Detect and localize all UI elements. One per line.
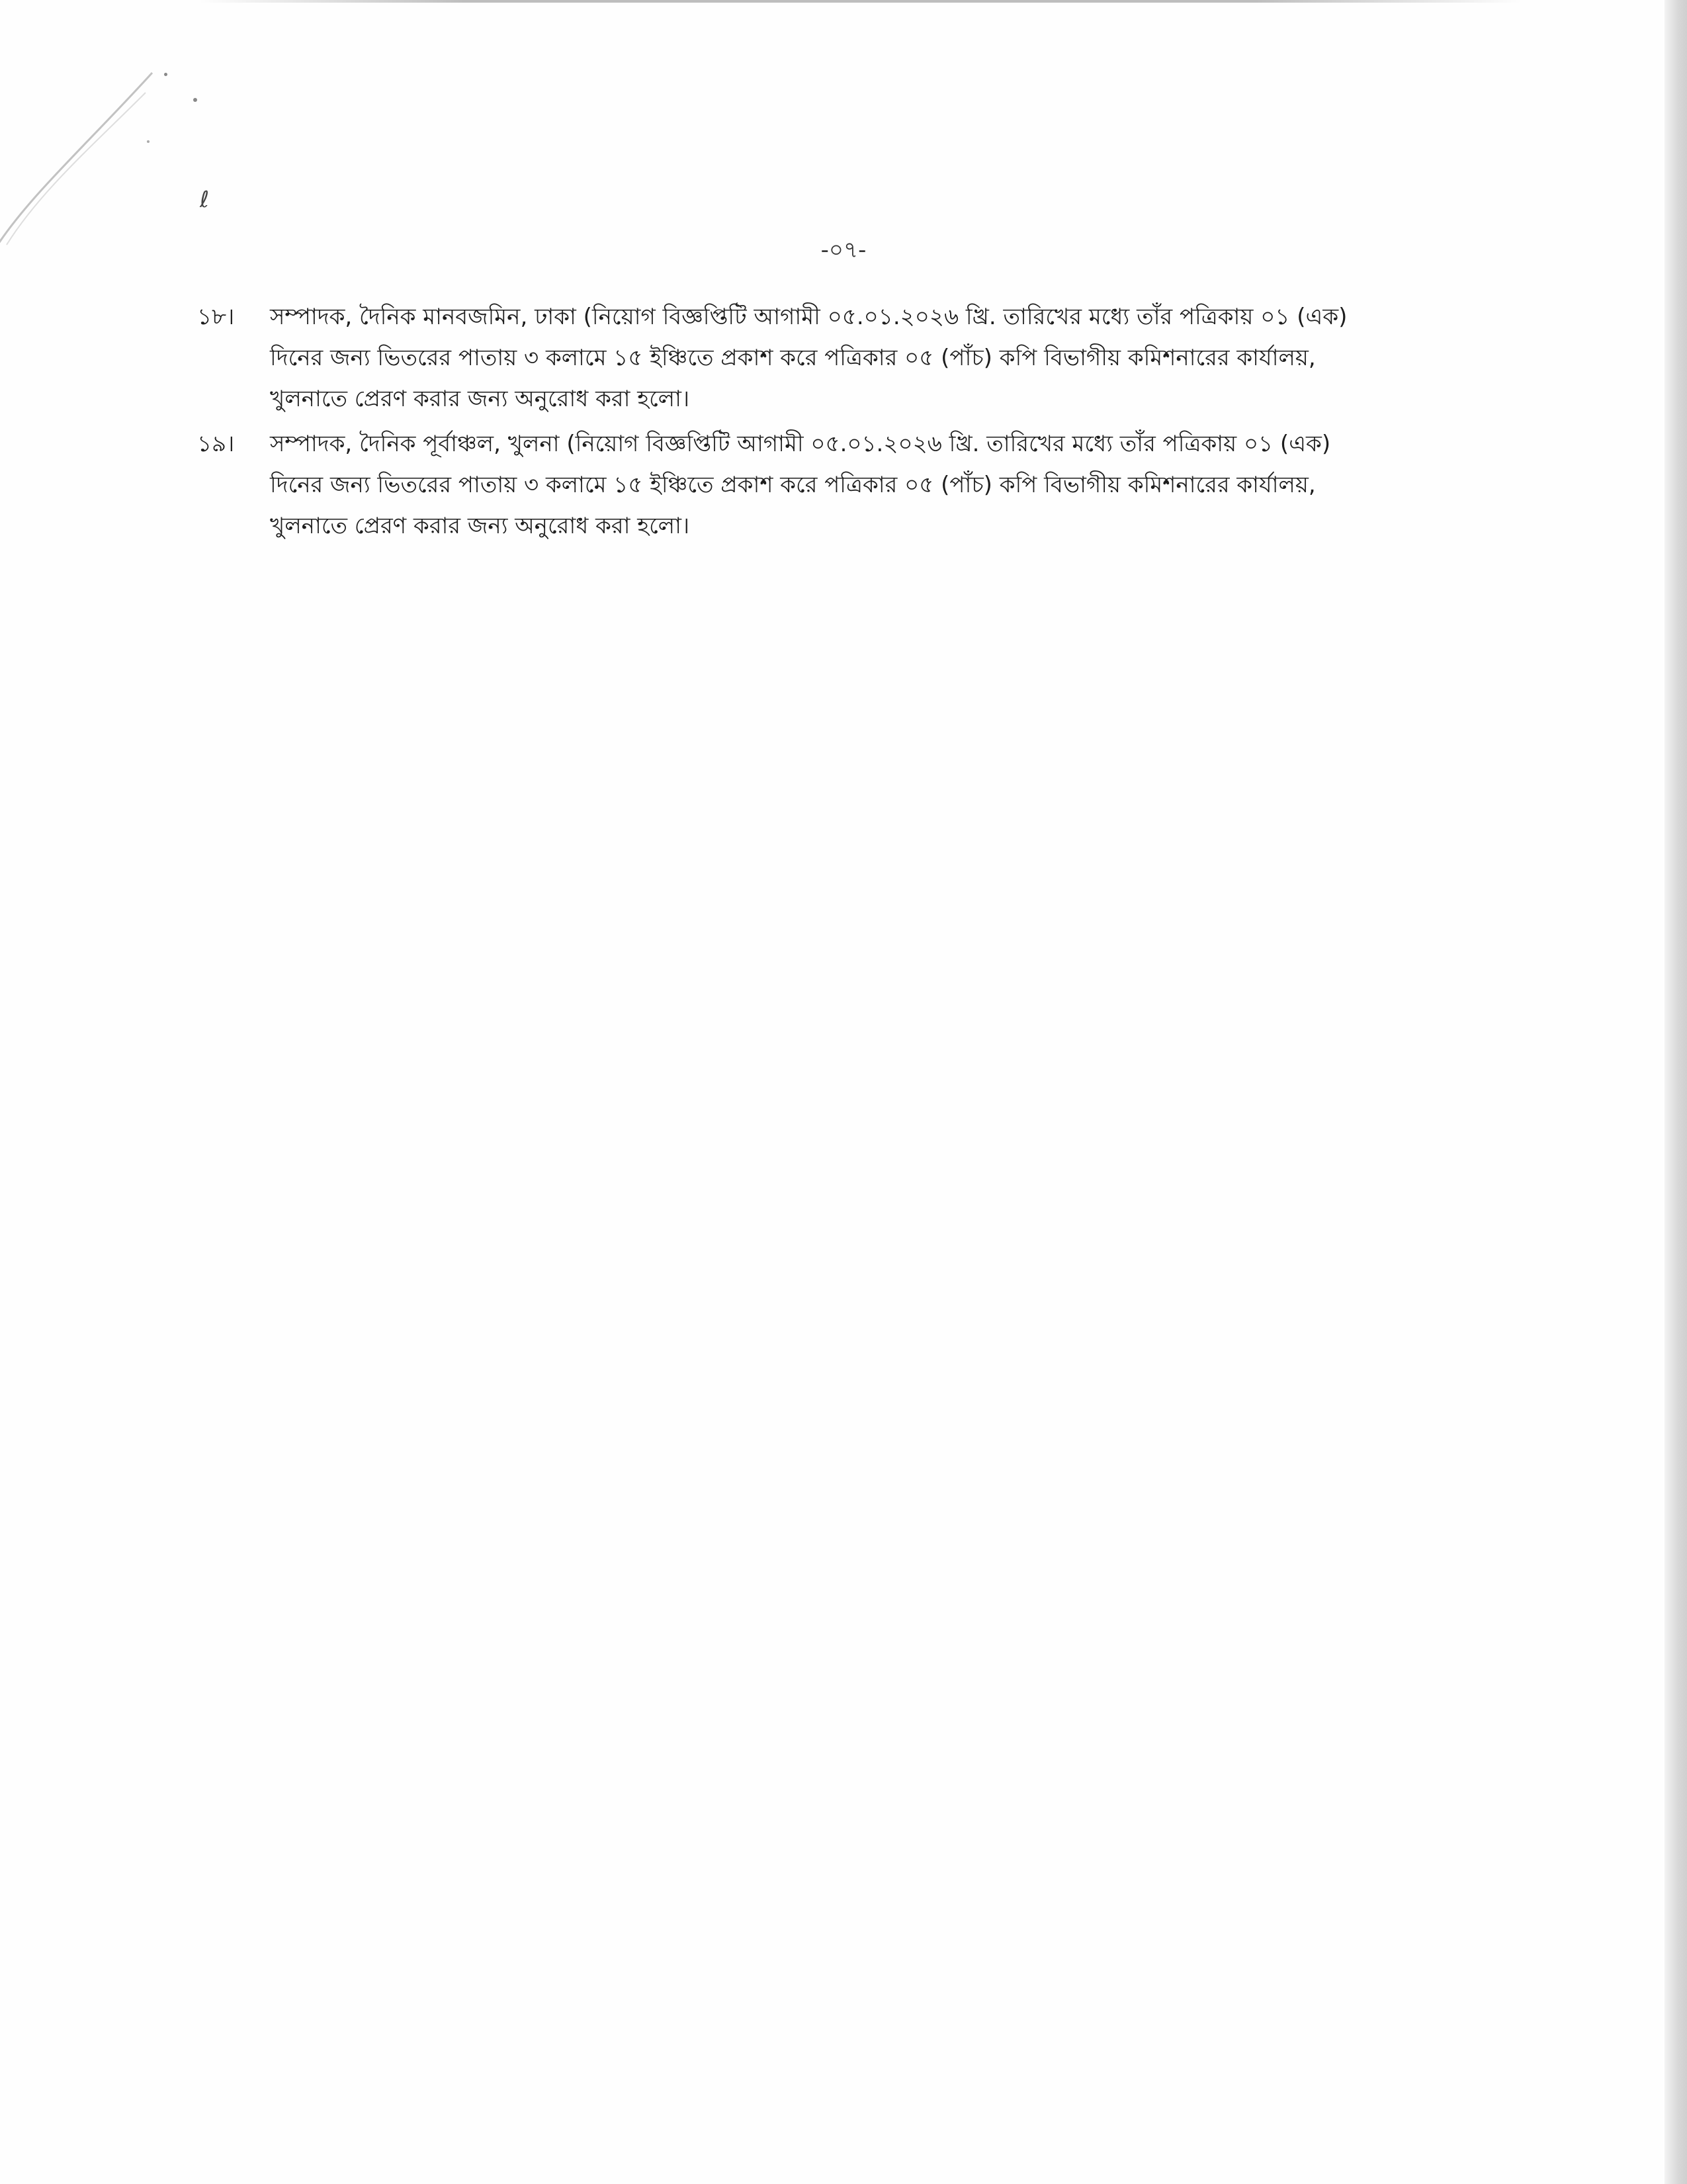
item-number: ১৮। <box>197 304 235 330</box>
handwritten-corner-mark: ℓ <box>200 187 210 213</box>
item-line: সম্পাদক, দৈনিক মানবজমিন, ঢাকা (নিয়োগ বিজ্ঞপ্তিটি আগামী ০৫.০১.২০২৬ খ্রি. তারিখের মধ্যে তাঁর পত্রিকায় ০১ (এক) <box>270 304 1348 330</box>
scan-speck <box>147 140 150 143</box>
scan-top-edge <box>198 0 1522 3</box>
item-line: খুলনাতে প্রেরণ করার জন্য অনুরোধ করা হলো। <box>270 386 690 412</box>
paper-fold-mark <box>0 46 185 265</box>
list-item <box>197 296 1441 419</box>
scan-speck <box>193 98 197 102</box>
list-item <box>197 423 1441 546</box>
scan-right-edge <box>1665 0 1687 2184</box>
scan-speck <box>164 73 167 76</box>
item-line: দিনের জন্য ভিতরের পাতায় ৩ কলামে ১৫ ইঞ্চিতে প্রকাশ করে পত্রিকার ০৫ (পাঁচ) কপি বিভাগীয় কমিশনারের কার্যালয়, <box>270 345 1316 371</box>
item-line: সম্পাদক, দৈনিক পূর্বাঞ্চল, খুলনা (নিয়োগ বিজ্ঞপ্তিটি আগামী ০৫.০১.২০২৬ খ্রি. তারিখের মধ্যে তাঁর পত্রিকায় ০১ (এক) <box>270 431 1331 457</box>
item-line: দিনের জন্য ভিতরের পাতায় ৩ কলামে ১৫ ইঞ্চিতে প্রকাশ করে পত্রিকার ০৫ (পাঁচ) কপি বিভাগীয় কমিশনারের কার্যালয়, <box>270 472 1316 498</box>
page-number: -০৭- <box>820 237 867 263</box>
item-line: খুলনাতে প্রেরণ করার জন্য অনুরোধ করা হলো। <box>270 513 690 539</box>
item-number: ১৯। <box>197 431 235 457</box>
